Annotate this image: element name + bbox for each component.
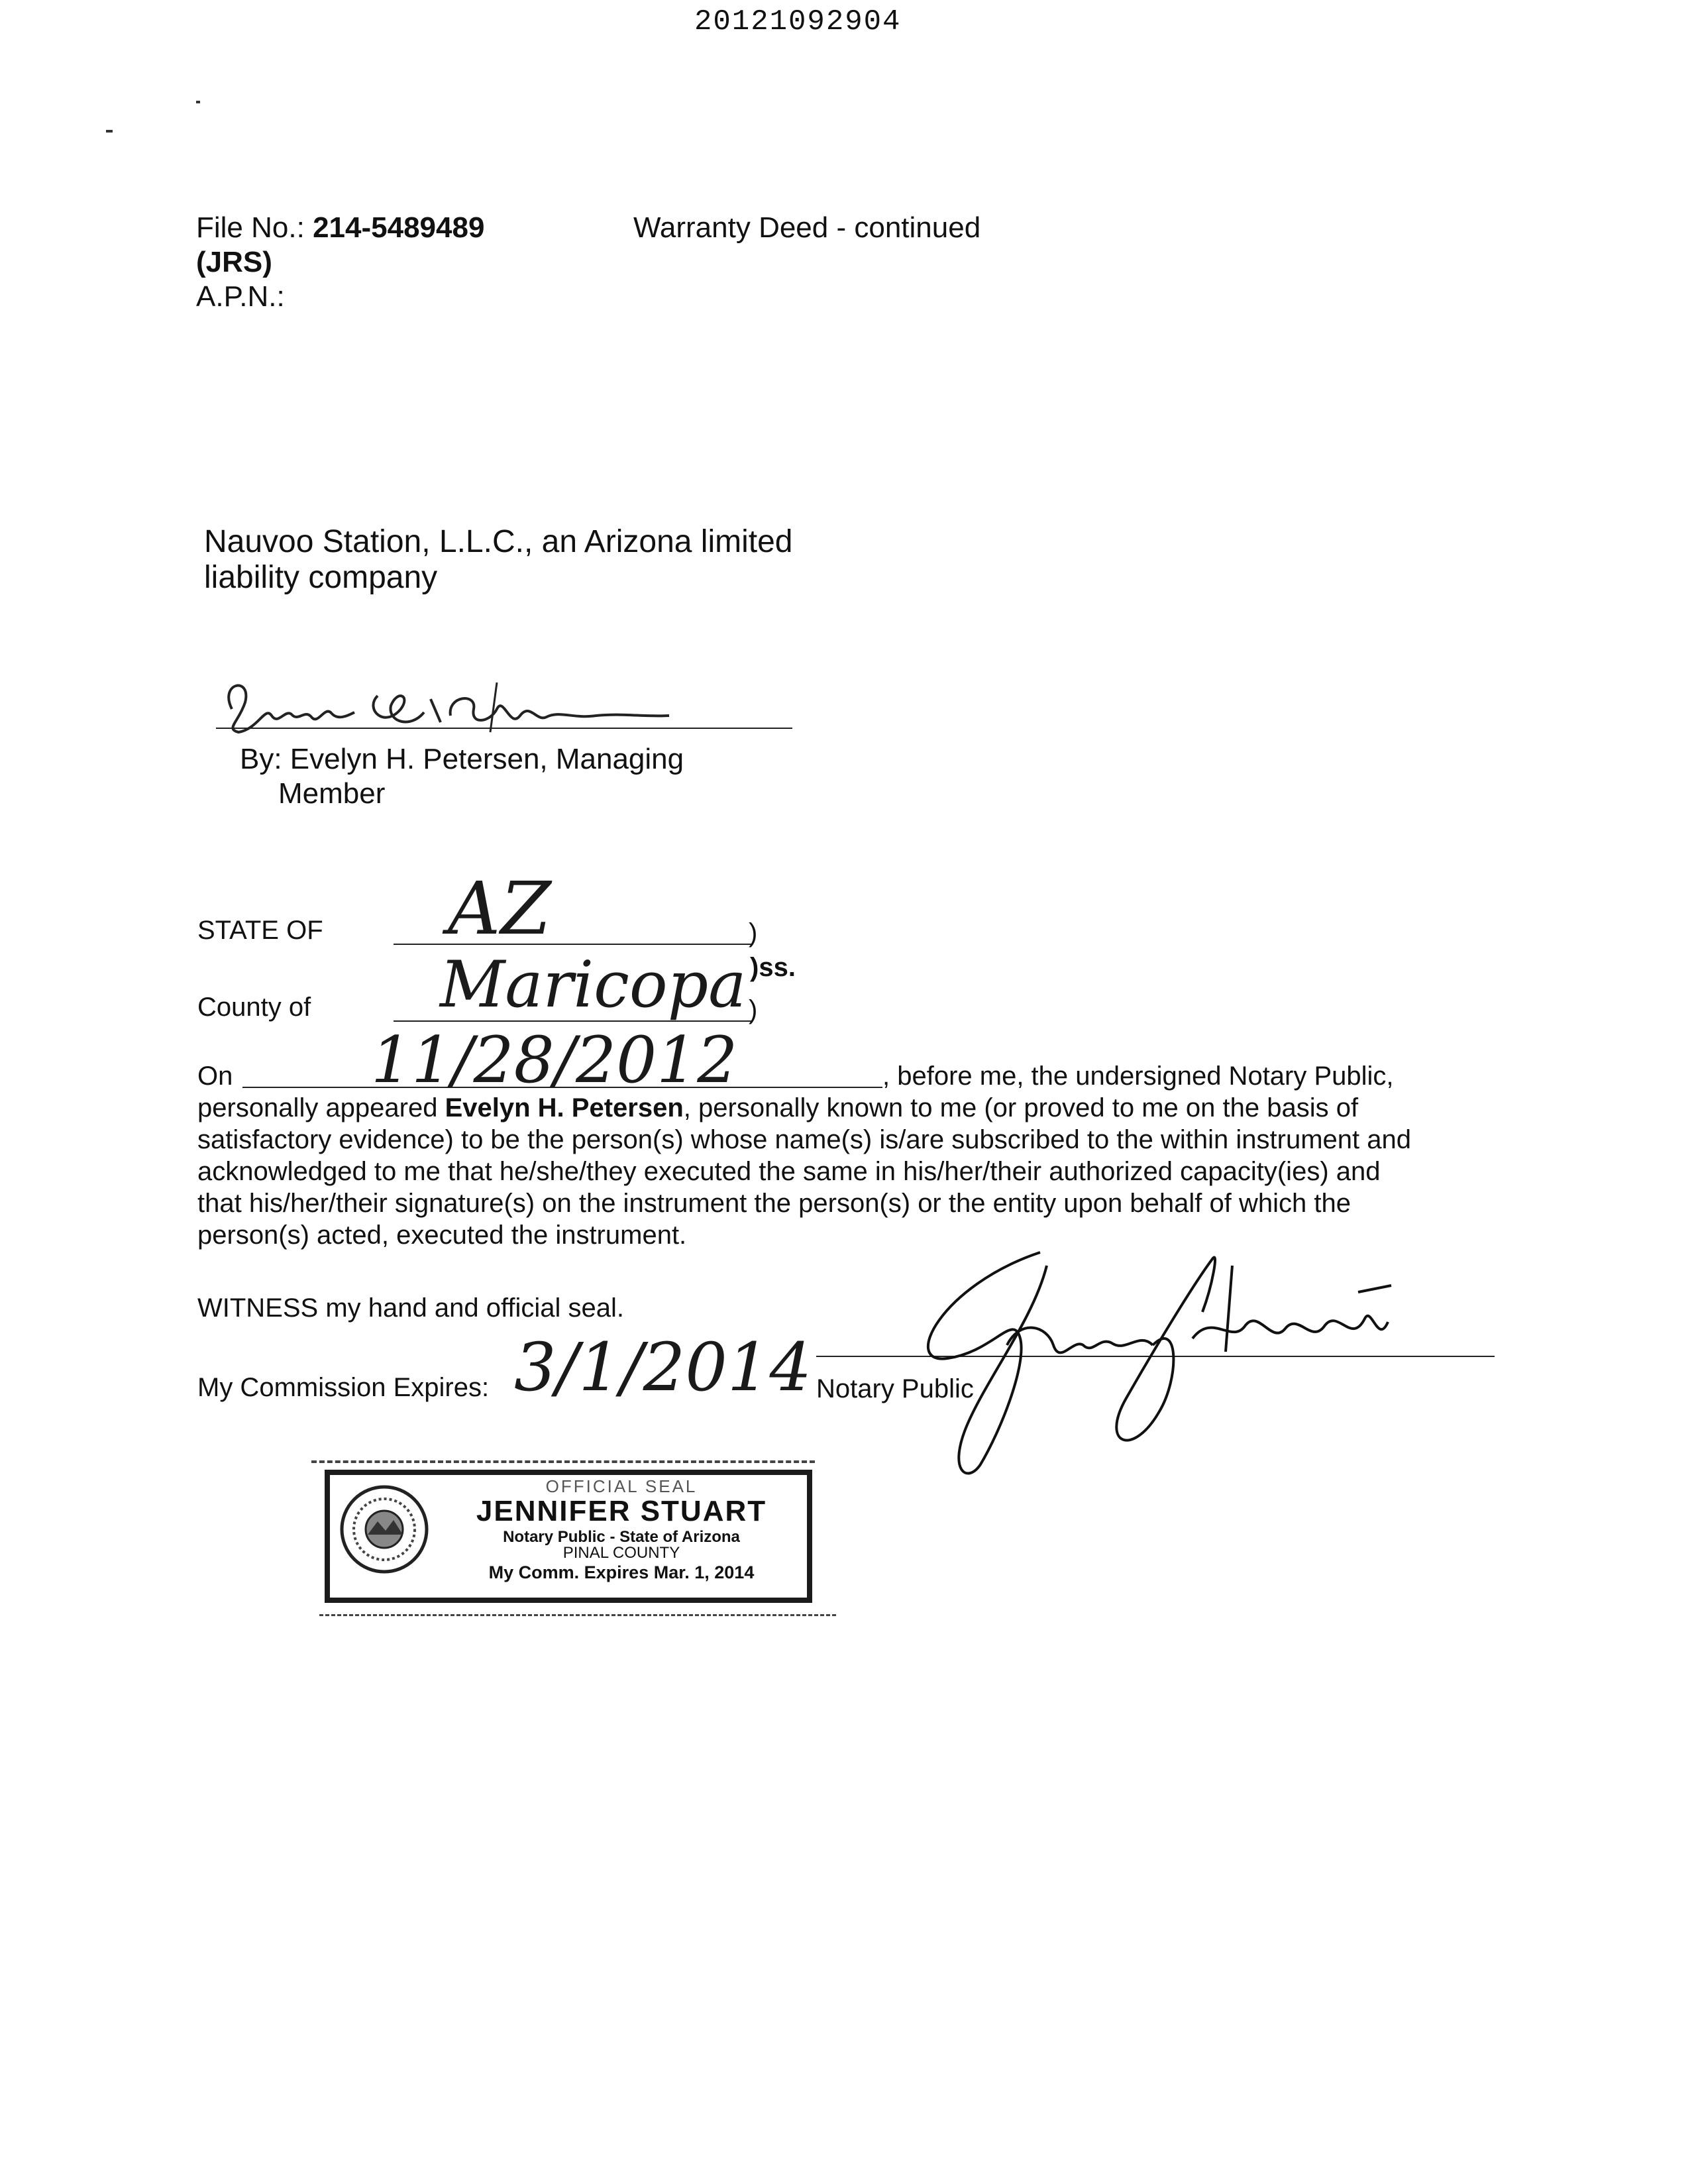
seal-title: OFFICIAL SEAL — [545, 1476, 698, 1496]
county-label: County of — [197, 993, 311, 1022]
recording-number: 20121092904 — [694, 5, 902, 38]
ss-mark: )ss. — [750, 953, 796, 982]
state-label: STATE OF — [197, 916, 323, 945]
scan-speck — [106, 130, 113, 133]
appeared-name: Evelyn H. Petersen — [445, 1093, 684, 1122]
grantor-by-line1: By: Evelyn H. Petersen, Managing — [240, 743, 684, 775]
on-label: On — [197, 1062, 233, 1091]
acknowledgment-line3: satisfactory evidence) to be the person(s) whose name(s) is/are subscribed to the within instrument and — [197, 1125, 1411, 1154]
acknowledgment-line5: that his/her/their signature(s) on the instrument the person(s) or the entity upon behalf of which the — [197, 1189, 1351, 1218]
witness-text: WITNESS my hand and official seal. — [197, 1293, 624, 1323]
acknowledgment-line2 — [197, 1092, 1411, 1124]
file-initials: (JRS) — [196, 246, 272, 278]
seal-line1: Notary Public - State of Arizona — [503, 1528, 740, 1546]
grantor-signature — [212, 669, 689, 742]
commission-label: My Commission Expires: — [197, 1373, 490, 1402]
file-number-label: File No.: — [196, 211, 305, 244]
seal-bottom-border — [319, 1614, 836, 1616]
file-number-value: 214-5489489 — [313, 211, 485, 244]
acknowledgment-date: 11/28/2012 — [371, 1023, 738, 1097]
state-seal-emblem — [338, 1483, 431, 1576]
acknowledgment-body — [197, 1092, 1411, 1251]
county-line — [394, 1020, 751, 1022]
seal-line2: PINAL COUNTY — [562, 1544, 680, 1562]
state-paren: ) — [749, 918, 758, 948]
notary-signature — [901, 1246, 1444, 1484]
notary-label: Notary Public — [816, 1374, 974, 1403]
state-line — [394, 944, 751, 945]
appeared-text: personally appeared — [197, 1093, 445, 1122]
county-value: Maricopa — [440, 948, 747, 1022]
scan-speck — [196, 101, 200, 103]
document-title: Warranty Deed - continued — [633, 211, 981, 244]
file-number-line — [196, 211, 484, 245]
acknowledgment-line4: acknowledged to me that he/she/they executed the same in his/her/their authorized capacity(ies) and — [197, 1157, 1381, 1186]
grantor-signature-line — [216, 728, 792, 729]
grantor-company-line1: Nauvoo Station, L.L.C., an Arizona limited — [204, 524, 793, 559]
seal-top-border — [311, 1460, 815, 1463]
county-paren: ) — [749, 995, 758, 1024]
seal-name: JENNIFER STUART — [476, 1495, 767, 1527]
official-seal — [325, 1470, 812, 1603]
acknowledgment-line1-after: , before me, the undersigned Notary Public, — [882, 1062, 1394, 1091]
grantor-company-line2: liability company — [204, 560, 438, 595]
state-value: AZ — [448, 866, 551, 951]
apn-label: A.P.N.: — [196, 280, 285, 313]
grantor-by-line2: Member — [278, 777, 386, 810]
commission-value: 3/1/2014 — [514, 1329, 812, 1406]
acknowledgment-line6: person(s) acted, executed the instrument. — [197, 1221, 687, 1250]
appeared-text-after: , personally known to me (or proved to me on the basis of — [683, 1093, 1359, 1122]
seal-line3: My Comm. Expires Mar. 1, 2014 — [488, 1562, 755, 1582]
